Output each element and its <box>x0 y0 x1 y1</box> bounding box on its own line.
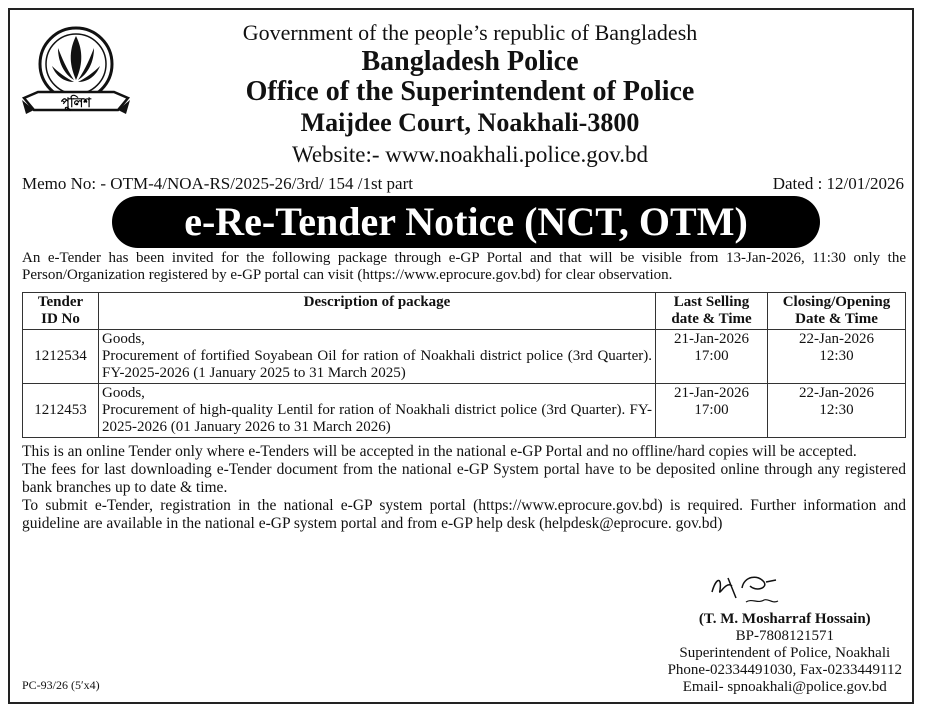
police-emblem-logo <box>18 18 134 126</box>
footer-code: PC-93/26 (5ʹx4) <box>22 678 100 692</box>
table-header-row <box>23 293 906 330</box>
tender-table <box>22 292 906 438</box>
header-last-selling: Last Selling date & Time <box>656 293 768 330</box>
table-row <box>23 384 906 438</box>
police-heading: Bangladesh Police <box>361 46 579 77</box>
terms-paragraph-registration: To submit e-Tender, registration in the national e-GP system portal (https://www.eprocure.gov.bd) is required. Further information and guideline are available in the national e-GP system portal and from e-GP help desk (helpdesk@eprocure. gov.bd) <box>22 497 906 532</box>
intro-paragraph: An e-Tender has been invited for the following package through e-GP Portal and that will be visible from 13-Jan-2026, 11:30 only the Person/Organization registered by e-GP portal can visit (https://www.eprocure.gov.bd) for clear observation. <box>22 250 906 283</box>
terms-text <box>22 443 906 533</box>
government-heading: Government of the people’s republic of Bangladesh <box>242 20 698 45</box>
signatory-bp: BP-7808121571 <box>735 628 834 644</box>
terms-paragraph-online: This is an online Tender only where e-Tenders will be accepted in the national e-GP Portal and no offline/hard copies will be accepted. <box>22 443 857 460</box>
last-selling-cell: 21-Jan-2026 17:00 <box>656 384 768 438</box>
address-heading: Maijdee Court, Noakhali-3800 <box>300 108 640 137</box>
terms-paragraph-fees: The fees for last downloading e-Tender document from the national e-GP System portal have to be deposited online through any registered bank branches up to date & time. <box>22 461 906 496</box>
office-heading: Office of the Superintendent of Police <box>245 76 695 107</box>
tender-id-cell: 1212534 <box>23 330 99 384</box>
signatory-name: (T. M. Mosharraf Hossain) <box>698 611 871 627</box>
signatory-phone: Phone-02334491030, Fax-0233449112 <box>667 662 902 678</box>
website-line: Website:- www.noakhali.police.gov.bd <box>291 142 649 167</box>
closing-opening-cell: 22-Jan-2026 12:30 <box>768 384 906 438</box>
signatory-email: Email- spnoakhali@police.gov.bd <box>682 679 887 695</box>
date-line: Dated : 12/01/2026 <box>772 174 904 193</box>
tender-id-cell: 1212453 <box>23 384 99 438</box>
handwritten-signature <box>706 568 786 608</box>
description-cell: Goods, Procurement of fortified Soyabean Oil for ration of Noakhali district police (3rd Quarter). FY-2025-2026 (1 January 2025 to 31 March 2025) <box>99 330 656 384</box>
memo-number: Memo No: - OTM-4/NOA-RS/2025-26/3rd/ 154 /1st part <box>22 174 413 193</box>
header-description: Description of package <box>99 293 656 330</box>
notice-title-banner: e-Re-Tender Notice (NCT, OTM) <box>112 196 820 248</box>
header-tender-id: Tender ID No <box>23 293 99 330</box>
signature-block <box>668 611 902 696</box>
last-selling-cell: 21-Jan-2026 17:00 <box>656 330 768 384</box>
signatory-designation: Superintendent of Police, Noakhali <box>679 645 891 661</box>
description-cell: Goods, Procurement of high-quality Lentil for ration of Noakhali district police (3rd Quarter). FY-2025-2026 (01 January 2026 to 31 March 2026) <box>99 384 656 438</box>
closing-opening-cell: 22-Jan-2026 12:30 <box>768 330 906 384</box>
header-closing-opening: Closing/Opening Date & Time <box>768 293 906 330</box>
table-row <box>23 330 906 384</box>
logo-text: পুলিশ <box>61 96 91 111</box>
